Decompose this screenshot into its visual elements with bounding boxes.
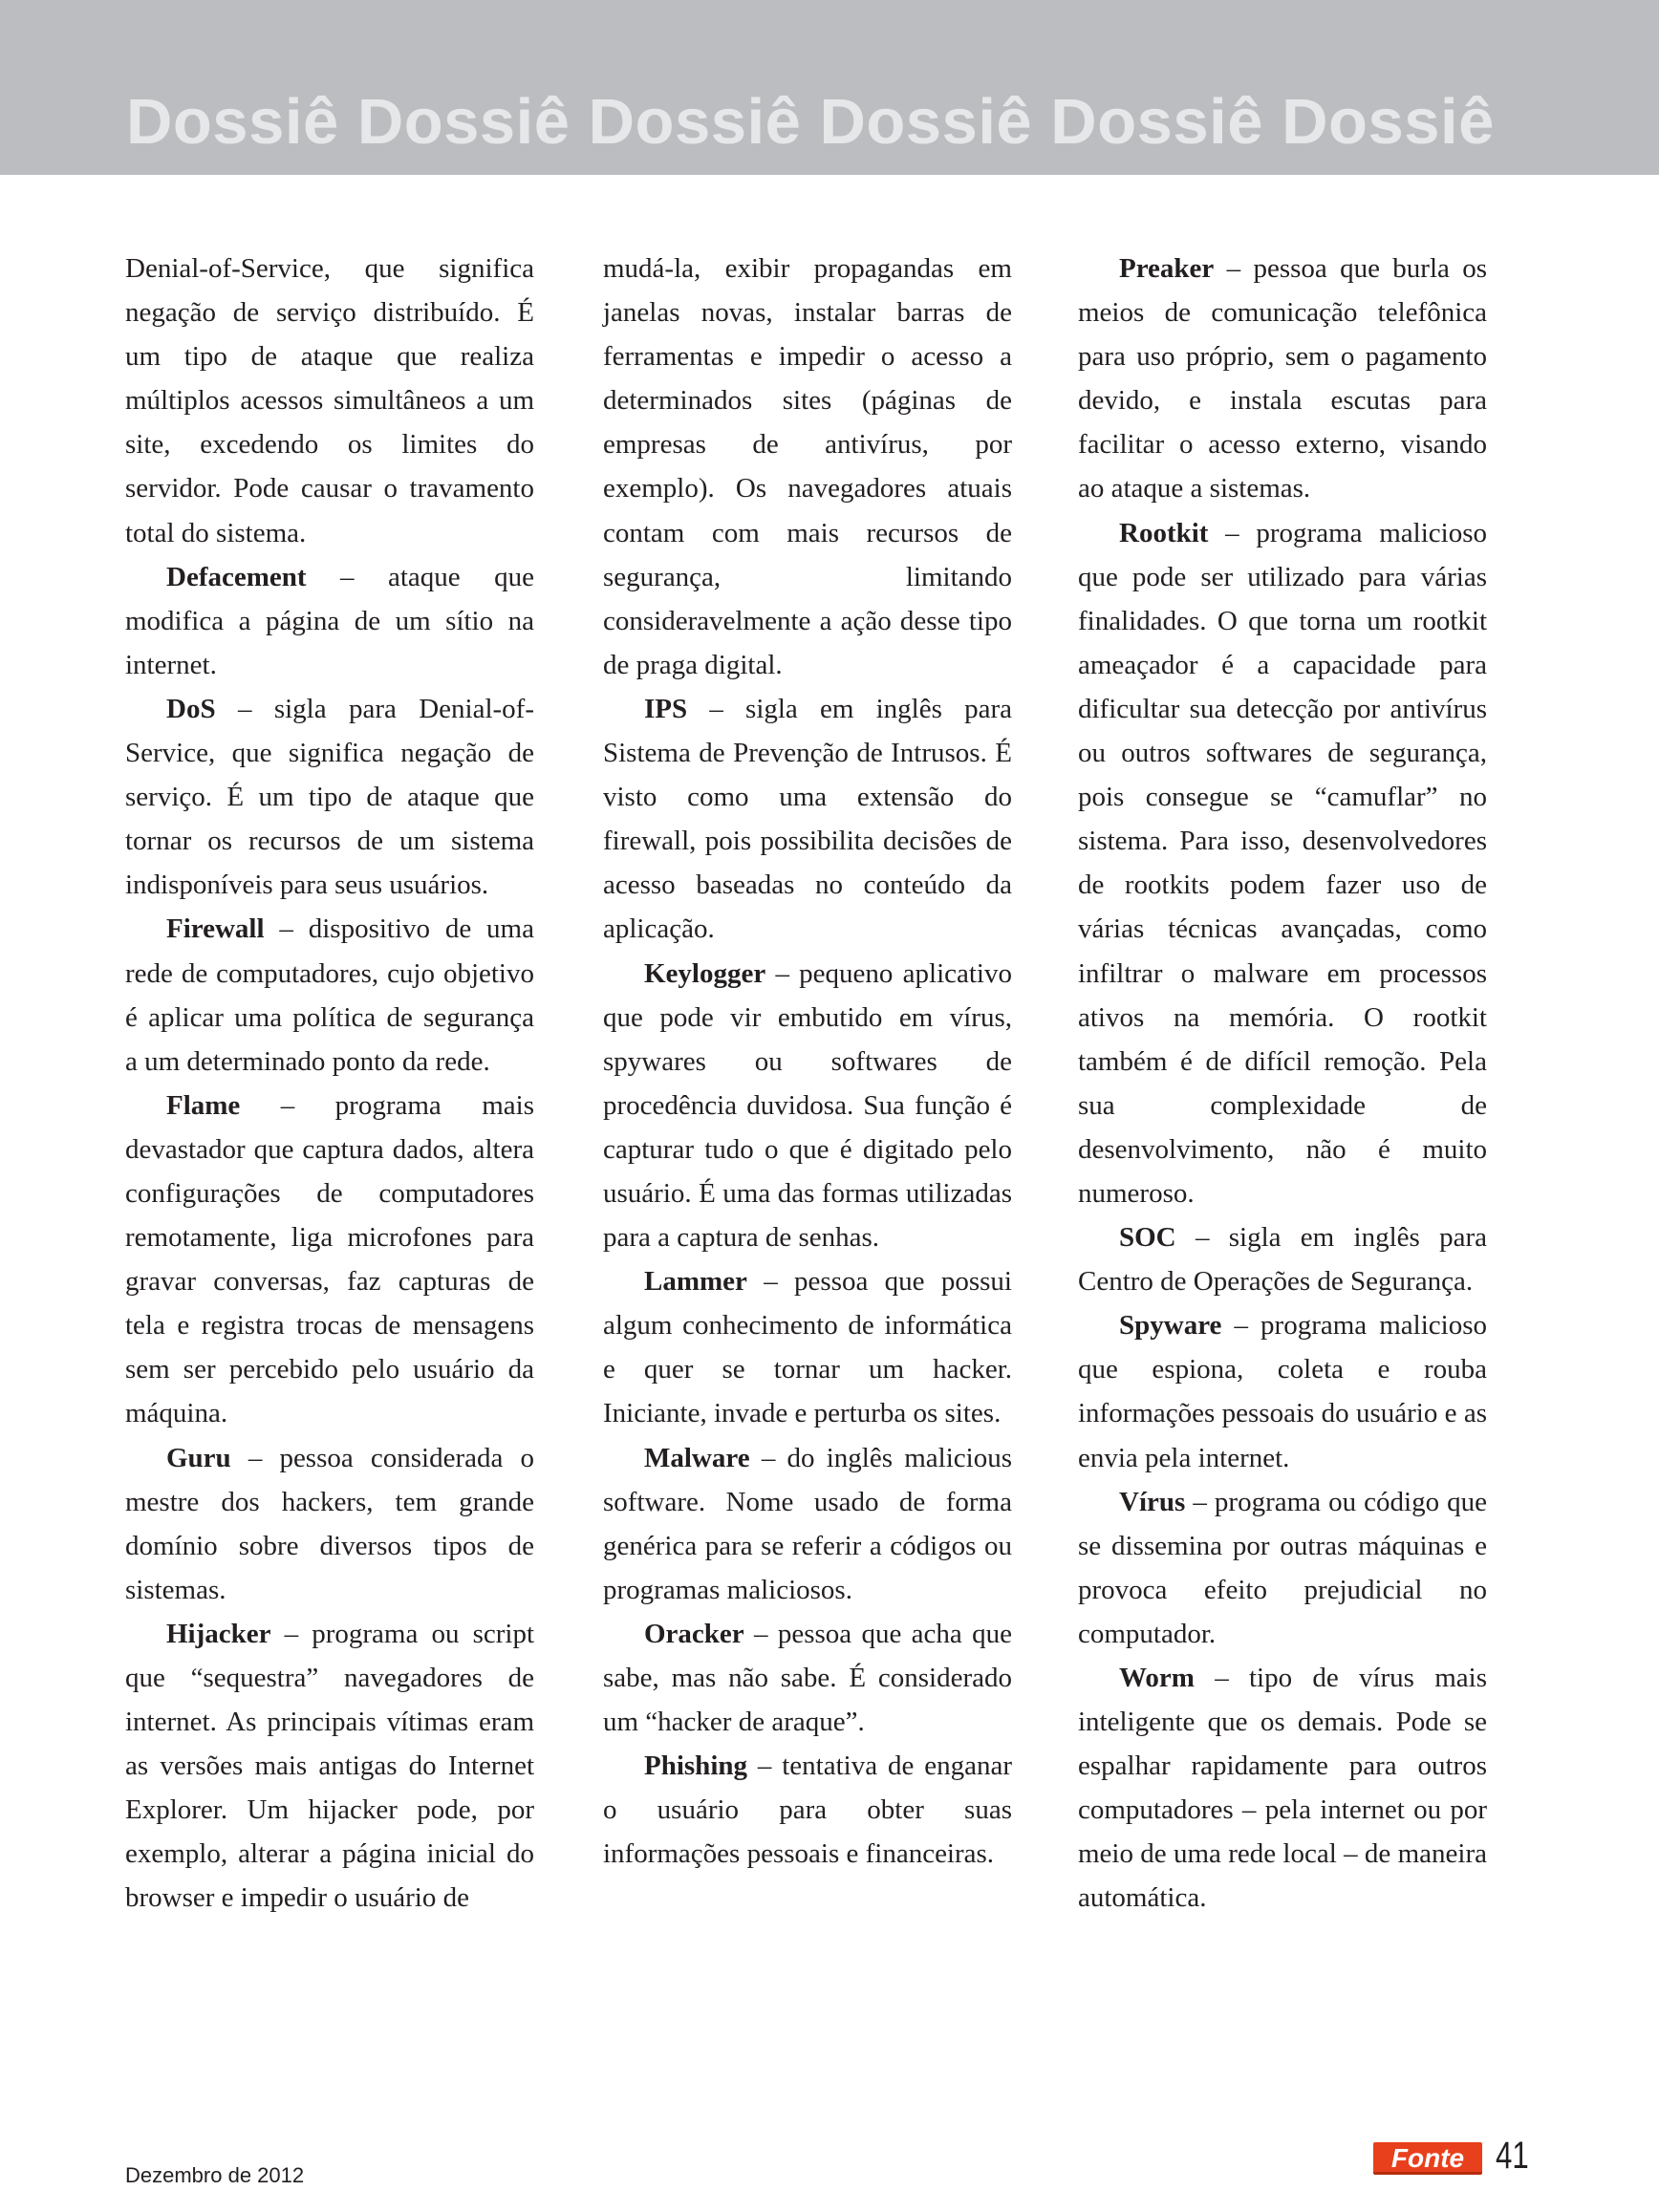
page-number: 41 — [1496, 2135, 1529, 2177]
entry-term: Spyware — [1119, 1310, 1222, 1342]
entry-term: Flame — [166, 1089, 241, 1121]
glossary-entry — [1078, 1303, 1487, 1479]
entry-text: – pessoa que possui algum conhecimento de informática e quer se tornar um hacker. Iniciante, invade e perturba os sites. — [603, 1266, 1012, 1429]
entry-text: – programa ou código que se dissemina por outras máquinas e provoca efeito prejudicial no computador. — [1078, 1486, 1487, 1649]
entry-text: mudá-la, exibir propagandas em janelas novas, instalar barras de ferramentas e impedir o acesso a determinados sites (páginas de empresas de antivírus, por exemplo). Os navegadores atuais contam com mais recursos de segurança, limitando consideravelmente a ação desse tipo de praga digital. — [603, 253, 1012, 680]
header-band — [0, 0, 1659, 175]
glossary-entry — [603, 1436, 1012, 1612]
entry-text: – pequeno aplicativo que pode vir embutido em vírus, spywares ou softwares de procedência duvidosa. Sua função é capturar tudo o que é digitado pelo usuário. É uma das formas utilizadas para a captura de senhas. — [603, 957, 1012, 1254]
entry-text: – programa mais devastador que captura dados, altera configurações de computadores remotamente, liga microfones para gravar conversas, faz capturas de tela e registra trocas de mensagens sem ser percebido pelo usuário da máquina. — [125, 1089, 534, 1429]
entry-term: Keylogger — [644, 957, 766, 989]
glossary-entry — [1078, 1656, 1487, 1921]
glossary-entry — [603, 1612, 1012, 1744]
glossary-entry-continued — [603, 247, 1012, 687]
entry-term: Preaker — [1119, 253, 1215, 284]
entry-text: – programa ou script que “sequestra” navegadores de internet. As principais vítimas eram as versões mais antigas do Internet Explorer. Um hijacker pode, por exemplo, alterar a página inicial do browser e impedir o usuário de — [125, 1618, 534, 1914]
brand-logo: Fonte — [1373, 2142, 1482, 2175]
entry-term: Vírus — [1119, 1486, 1186, 1517]
entry-text: – ataque que modifica a página de um sítio na internet. — [125, 561, 534, 680]
entry-text: – tipo de vírus mais inteligente que os demais. Pode se espalhar rapidamente para outros computadores – pela internet ou por meio de uma rede local – de maneira automática. — [1078, 1663, 1487, 1914]
glossary-entry — [125, 1436, 534, 1612]
entry-text: – sigla em inglês para Sistema de Prevenção de Intrusos. É visto como uma extensão do firewall, pois possibilita decisões de acesso baseadas no conteúdo da aplicação. — [603, 693, 1012, 945]
section-title: Dossiê Dossiê Dossiê Dossiê Dossiê Dossiê — [126, 86, 1495, 158]
text-column-1 — [125, 247, 534, 1921]
entry-term: Malware — [644, 1442, 750, 1473]
entry-term: DoS — [166, 693, 216, 724]
text-column-2 — [603, 247, 1012, 1876]
entry-term: Firewall — [166, 913, 265, 945]
glossary-entry — [603, 952, 1012, 1260]
glossary-entry-continued — [125, 247, 534, 555]
entry-text: – programa malicioso que espiona, coleta e rouba informações pessoais do usuário e as envia pela internet. — [1078, 1310, 1487, 1473]
glossary-entry — [125, 1084, 534, 1436]
glossary-entry — [1078, 1480, 1487, 1656]
entry-text: – pessoa que acha que sabe, mas não sabe. É considerado um “hacker de araque”. — [603, 1618, 1012, 1738]
glossary-entry — [1078, 247, 1487, 511]
text-column-3 — [1078, 247, 1487, 1921]
entry-term: Guru — [166, 1442, 231, 1473]
glossary-entry — [603, 687, 1012, 952]
entry-term: Lammer — [644, 1266, 747, 1298]
entry-term: Defacement — [166, 561, 307, 592]
glossary-entry — [125, 1612, 534, 1921]
entry-text: – sigla para Denial-of-Service, que significa negação de serviço. É um tipo de ataque que tornar os recursos de um sistema indisponíveis para seus usuários. — [125, 693, 534, 901]
glossary-entry — [603, 1744, 1012, 1876]
glossary-entry — [603, 1259, 1012, 1435]
glossary-entry — [125, 907, 534, 1083]
glossary-entry — [1078, 511, 1487, 1216]
glossary-entry — [125, 687, 534, 907]
entry-term: Rootkit — [1119, 517, 1209, 548]
entry-term: SOC — [1119, 1222, 1176, 1254]
entry-text: – do inglês malicious software. Nome usado de forma genérica para se referir a códigos ou programas maliciosos. — [603, 1442, 1012, 1605]
glossary-entry — [1078, 1215, 1487, 1303]
entry-text: – pessoa que burla os meios de comunicação telefônica para uso próprio, sem o pagamento devido, e instala escutas para facilitar o acesso externo, visando ao ataque a sistemas. — [1078, 253, 1487, 505]
entry-text: Denial-of-Service, que significa negação de serviço distribuído. É um tipo de ataque que realiza múltiplos acessos simultâneos a um site, excedendo os limites do servidor. Pode causar o travamento total do sistema. — [125, 253, 534, 548]
entry-term: Worm — [1119, 1663, 1195, 1693]
entry-text: – pessoa considerada o mestre dos hackers, tem grande domínio sobre diversos tipos de sistemas. — [125, 1442, 534, 1605]
entry-text: – dispositivo de uma rede de computadores, cujo objetivo é aplicar uma política de segurança a um determinado ponto da rede. — [125, 913, 534, 1077]
entry-term: Phishing — [644, 1750, 747, 1782]
glossary-entry — [125, 555, 534, 687]
entry-text: – tentativa de enganar o usuário para obter suas informações pessoais e financeiras. — [603, 1750, 1012, 1870]
issue-date: Dezembro de 2012 — [125, 2163, 305, 2187]
entry-text: – programa malicioso que pode ser utilizado para várias finalidades. O que torna um rootkit ameaçador é a capacidade para dificultar sua detecção por antivírus ou outros softwares de segurança, pois consegue se “camuflar” no sistema. Para isso, desenvolvedores de rootkits podem fazer uso de várias técnicas avançadas, como infiltrar o malware em processos ativos na memória. O rootkit também é de difícil remoção. Pela sua complexidade de desenvolvimento, não é muito numeroso. — [1078, 517, 1487, 1209]
entry-term: Oracker — [644, 1618, 744, 1649]
entry-term: Hijacker — [166, 1618, 271, 1649]
entry-term: IPS — [644, 693, 688, 724]
entry-text: – sigla em inglês para Centro de Operações de Segurança. — [1078, 1222, 1487, 1298]
